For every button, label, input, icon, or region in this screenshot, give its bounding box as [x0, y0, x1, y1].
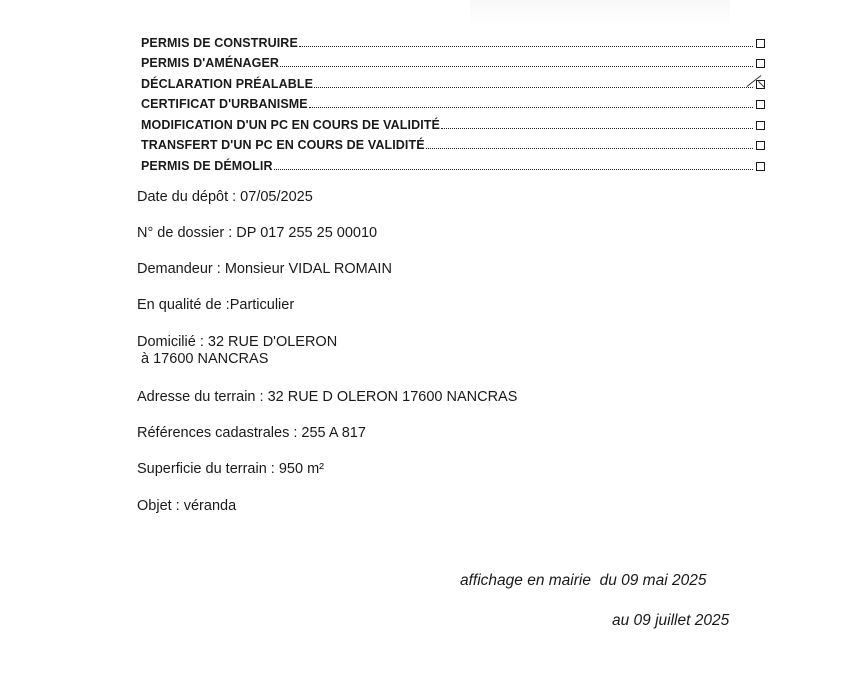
- checklist-label: DÉCLARATION PRÉALABLE: [141, 76, 314, 91]
- affichage-line2: au 09 juillet 2025: [612, 612, 730, 629]
- checkbox[interactable]: [756, 141, 765, 150]
- qualite: En qualité de :Particulier: [137, 297, 295, 313]
- dotted-leader: [299, 46, 753, 47]
- checkbox[interactable]: [756, 162, 765, 171]
- checkbox[interactable]: [756, 100, 765, 109]
- checklist-label: PERMIS DE DÉMOLIR: [141, 158, 273, 173]
- demandeur: Demandeur : Monsieur VIDAL ROMAIN: [137, 261, 392, 277]
- references-cadastrales: Références cadastrales : 255 A 817: [137, 425, 366, 441]
- permit-type-checklist: [141, 29, 765, 173]
- domicile-line1: Domicilié : 32 RUE D'OLERON: [137, 334, 338, 350]
- checklist-row-transfert-pc: [141, 132, 765, 153]
- scan-artifact: [470, 0, 730, 26]
- checklist-row-permis-amenager: [141, 50, 765, 71]
- numero-dossier: N° de dossier : DP 017 255 25 00010: [137, 225, 378, 241]
- checklist-row-modification-pc: [141, 111, 765, 132]
- date-depot: Date du dépôt : 07/05/2025: [137, 189, 313, 205]
- checklist-row-permis-construire: [141, 29, 765, 50]
- dotted-leader: [309, 107, 753, 108]
- checklist-row-permis-demolir: [141, 152, 765, 173]
- checklist-label: CERTIFICAT D'URBANISME: [141, 97, 308, 111]
- checkbox[interactable]: [756, 121, 765, 130]
- checklist-label: PERMIS DE CONSTRUIRE: [141, 35, 298, 50]
- checklist-label: MODIFICATION D'UN PC EN COURS DE VALIDITÉ: [141, 117, 440, 132]
- dotted-leader: [274, 169, 753, 170]
- checklist-label: PERMIS D'AMÉNAGER: [141, 56, 280, 70]
- superficie-terrain: Superficie du terrain : 950 m²: [137, 461, 324, 477]
- affichage-line1: affichage en mairie du 09 mai 2025: [460, 572, 707, 589]
- dotted-leader: [441, 128, 753, 129]
- dotted-leader: [426, 148, 753, 149]
- adresse-terrain: Adresse du terrain : 32 RUE D OLERON 17600 NANCRAS: [137, 389, 518, 405]
- domicile-line2: à 17600 NANCRAS: [137, 351, 269, 367]
- checkbox[interactable]: [756, 59, 765, 68]
- checklist-label: TRANSFERT D'UN PC EN COURS DE VALIDITÉ: [141, 138, 425, 152]
- checkbox-checked[interactable]: [756, 80, 765, 89]
- checkbox[interactable]: [756, 39, 765, 48]
- dotted-leader: [280, 66, 753, 67]
- checklist-row-declaration-prealable: [141, 70, 765, 91]
- checklist-row-certificat-urbanisme: [141, 91, 765, 112]
- dotted-leader: [314, 87, 753, 88]
- objet: Objet : véranda: [137, 498, 237, 514]
